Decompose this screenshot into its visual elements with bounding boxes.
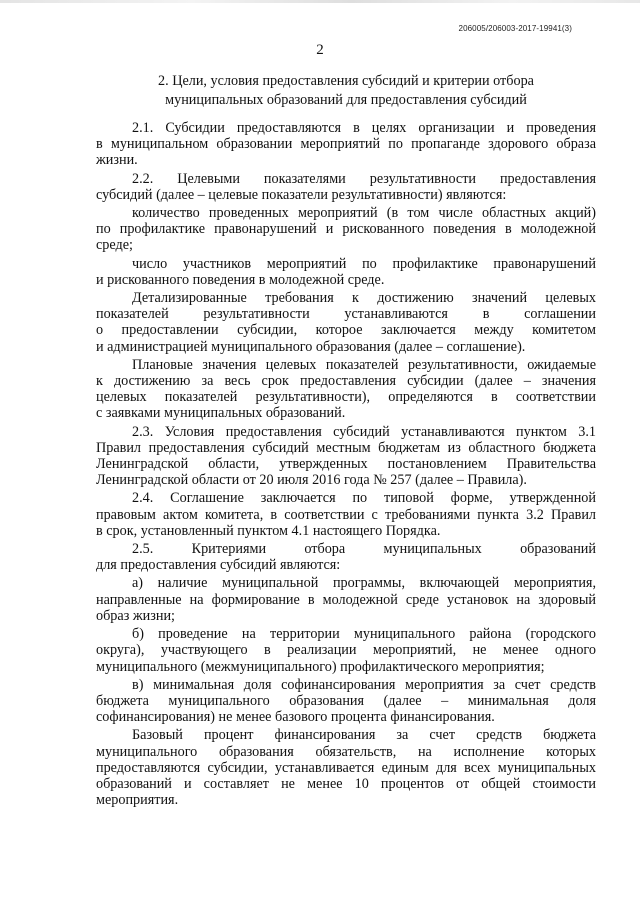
section-title	[96, 72, 596, 110]
text-line: а) наличие муниципальной программы, включающей мероприятия,	[132, 575, 596, 592]
text-line: жизни.	[96, 152, 138, 169]
text-line: с заявками муниципальных образований.	[96, 405, 346, 422]
text-line: по профилактике правонарушений и рискованного поведения в молодежной	[96, 221, 596, 238]
paragraph	[96, 290, 596, 355]
paragraph	[96, 727, 596, 808]
text-line: мероприятия.	[96, 792, 179, 809]
text-line: целевых показателей результативности), определяются в соответствии	[96, 389, 596, 406]
paragraph	[96, 256, 596, 288]
text-line: 2.2. Целевыми показателями результативности предоставления	[132, 170, 596, 187]
text-line: Ленинградской области, утвержденных постановлением Правительства	[96, 456, 596, 473]
text-line: софинансирования) не менее базового процента финансирования.	[96, 709, 495, 726]
section-title-line: 2. Цели, условия предоставления субсидий и критерии отбора	[158, 73, 534, 89]
paragraph	[96, 205, 596, 254]
text-line: Ленинградской области от 20 июля 2016 года № 257 (далее – Правила).	[96, 472, 527, 489]
text-line: и администрацией муниципального образования (далее – соглашение).	[96, 338, 526, 355]
text-line: бюджета муниципального образования (далее – минимальная доля	[96, 692, 596, 709]
text-line: в) минимальная доля софинансирования мероприятия за счет средств	[132, 676, 596, 693]
text-line: количество проведенных мероприятий (в том числе областных акций)	[132, 205, 596, 222]
paragraph	[96, 424, 596, 489]
scan-top-edge	[0, 0, 640, 3]
text-line: показателей результативности устанавливаются в соглашении	[96, 306, 596, 323]
text-line: образований и составляет не менее 10 процентов от общей стоимости	[96, 775, 596, 792]
page-number: 2	[316, 42, 324, 58]
text-line: округа), участвующего в реализации мероприятий, не менее одного	[96, 642, 596, 659]
text-line: субсидий (далее – целевые показатели результативности) являются:	[96, 186, 507, 203]
document-id: 206005/206003-2017-19941(3)	[458, 24, 572, 33]
text-line: для предоставления субсидий являются:	[96, 557, 341, 574]
text-line: среде;	[96, 237, 133, 254]
text-line: образ жизни;	[96, 607, 175, 624]
text-line: Правил предоставления субсидий местным бюджетам из областного бюджета	[96, 439, 596, 456]
paragraph	[96, 677, 596, 726]
text-line: муниципального (межмуниципального) профилактического мероприятия;	[96, 658, 545, 675]
text-line: в муниципальном образовании мероприятий по пропаганде здорового образа	[96, 136, 596, 153]
paragraph	[96, 357, 596, 422]
text-line: число участников мероприятий по профилактике правонарушений	[132, 255, 596, 272]
paragraph	[96, 541, 596, 573]
paragraph	[96, 120, 596, 169]
text-line: Базовый процент финансирования за счет средств бюджета	[132, 727, 596, 744]
text-line: к достижению за весь срок предоставления субсидии (далее – значения	[96, 373, 596, 390]
text-line: правовым актом комитета, в соответствии с требованиями пункта 3.2 Правил	[96, 506, 596, 523]
text-line: 2.3. Условия предоставления субсидий устанавливаются пунктом 3.1	[132, 423, 596, 440]
section-title-line: муниципальных образований для предоставления субсидий	[165, 92, 527, 108]
text-line: 2.1. Субсидии предоставляются в целях организации и проведения	[132, 120, 596, 136]
text-line: в срок, установленный пунктом 4.1 настоящего Порядка.	[96, 522, 441, 539]
text-line: б) проведение на территории муниципального района (городского	[132, 626, 596, 643]
text-line: Детализированные требования к достижению значений целевых	[132, 290, 596, 307]
text-line: 2.4. Соглашение заключается по типовой форме, утвержденной	[132, 490, 596, 507]
paragraph	[96, 626, 596, 675]
text-line: Плановые значения целевых показателей результативности, ожидаемые	[132, 356, 596, 373]
text-line: и рискованного поведения в молодежной среде.	[96, 271, 385, 288]
text-line: 2.5. Критериями отбора муниципальных образований	[132, 541, 596, 558]
paragraph	[96, 490, 596, 539]
paragraph	[96, 575, 596, 624]
text-line: муниципального образования обязательств, на исполнение которых	[96, 743, 596, 760]
paragraph	[96, 171, 596, 203]
document-body	[96, 120, 596, 808]
text-line: направленные на формирование в молодежной среде установок на здоровый	[96, 591, 596, 608]
text-line: предоставляются субсидии, устанавливается единым для всех муниципальных	[96, 759, 596, 776]
text-line: о предоставлении субсидии, которое заключается между комитетом	[96, 322, 596, 339]
